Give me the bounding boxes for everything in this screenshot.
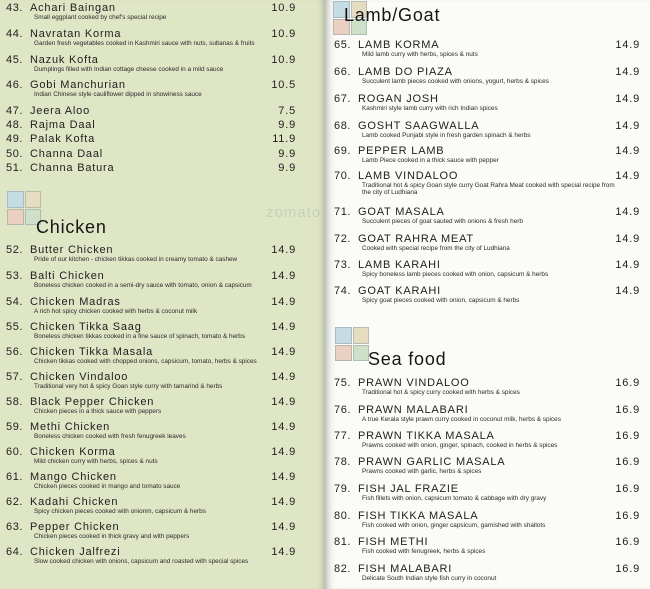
menu-item-row <box>6 546 296 558</box>
menu-item-description: Cooked with special recipe from the city of Ludhiana <box>362 245 510 252</box>
menu-item-description: Fish fillets with onion, capsicum tomato & cabbage with dry gravy <box>362 495 547 502</box>
menu-item-description: Lamb Piece cooked in a thick sauce with pepper <box>362 157 499 164</box>
menu-item-name: Black Pepper Chicken <box>30 396 155 408</box>
menu-item-price: 14.9 <box>615 206 640 218</box>
menu-item-row <box>6 270 296 282</box>
menu-item <box>334 563 640 582</box>
menu-item-number: 82. <box>334 563 352 575</box>
menu-item-number: 67. <box>334 93 352 105</box>
menu-item <box>334 510 640 529</box>
menu-item-name: LAMB KORMA <box>358 39 440 51</box>
menu-item <box>6 270 296 289</box>
menu-item-name: PRAWN TIKKA MASALA <box>358 430 495 442</box>
lamb-section-title: Lamb/Goat <box>344 5 441 25</box>
menu-item-row <box>6 471 296 483</box>
menu-item-price: 16.9 <box>615 510 640 522</box>
menu-item-description: Traditional very hot & spicy Goan style curry with tamarind & herbs <box>34 383 223 390</box>
menu-item-price: 14.9 <box>615 66 640 78</box>
menu-item-name: Butter Chicken <box>30 244 114 256</box>
menu-item-name: FISH JAL FRAZIE <box>358 483 459 495</box>
menu-item-price: 14.9 <box>271 546 296 558</box>
menu-item-number: 57. <box>6 371 24 383</box>
menu-item-description: Spicy boneless lamb pieces cooked with onion, capsicum & herbs <box>362 271 549 278</box>
menu-item-number: 63. <box>6 521 24 533</box>
menu-item-number: 43. <box>6 2 24 14</box>
menu-item-price: 14.9 <box>615 120 640 132</box>
menu-item-row <box>6 496 296 508</box>
menu-item-price: 14.9 <box>271 396 296 408</box>
menu-item <box>6 244 296 263</box>
menu-item <box>6 148 296 160</box>
menu-item-name: Balti Chicken <box>30 270 105 282</box>
menu-item-row <box>6 79 296 91</box>
menu-item-number: 81. <box>334 536 352 548</box>
menu-item-number: 54. <box>6 296 24 308</box>
menu-item-name: Methi Chicken <box>30 421 111 433</box>
menu-item-description: Garden fresh vegetables cooked in Kashmiri sauce with nuts, sultanas & fruits <box>34 40 255 47</box>
menu-item-number: 68. <box>334 120 352 132</box>
menu-item-name: Gobi Manchurian <box>30 79 126 91</box>
menu-item-row <box>334 563 640 575</box>
menu-item-row <box>334 483 640 495</box>
menu-item-price: 14.9 <box>271 321 296 333</box>
menu-item-name: Chicken Tikka Masala <box>30 346 153 358</box>
menu-item-name: Mango Chicken <box>30 471 117 483</box>
menu-item <box>6 105 296 117</box>
menu-item-number: 47. <box>6 105 24 117</box>
menu-item-name: Chicken Madras <box>30 296 121 308</box>
menu-item-price: 14.9 <box>615 285 640 297</box>
menu-item-row <box>334 93 640 105</box>
menu-item-number: 50. <box>6 148 24 160</box>
menu-item-name: GOAT KARAHI <box>358 285 441 297</box>
menu-item-row <box>6 162 296 174</box>
menu-item-number: 71. <box>334 206 352 218</box>
menu-item <box>6 546 296 565</box>
menu-item <box>334 93 640 112</box>
menu-item-price: 14.9 <box>271 421 296 433</box>
menu-item-number: 78. <box>334 456 352 468</box>
menu-item <box>334 170 640 197</box>
menu-item-number: 65. <box>334 39 352 51</box>
menu-item-row <box>334 206 640 218</box>
menu-item-name: Jeera Aloo <box>30 105 90 117</box>
menu-item-description: Fish cooked with fenugreek, herbs & spices <box>362 548 486 555</box>
menu-item-price: 14.9 <box>271 346 296 358</box>
menu-item-name: Chicken Tikka Saag <box>30 321 142 333</box>
menu-item <box>6 446 296 465</box>
menu-item-description: Indian Chinese style cauliflower dipped in showiness sauce <box>34 91 202 98</box>
menu-item <box>334 404 640 423</box>
menu-item-row <box>334 66 640 78</box>
menu-item-description: A true Kerala style prawn curry cooked in coconut milk, herbs & spices <box>362 416 561 423</box>
menu-item-number: 52. <box>6 244 24 256</box>
menu-item-price: 14.9 <box>271 521 296 533</box>
menu-item-row <box>6 54 296 66</box>
menu-item-description: Chicken pieces in a thick sauce with peppers <box>34 408 162 415</box>
menu-item-number: 76. <box>334 404 352 416</box>
menu-item <box>6 119 296 131</box>
menu-item-name: Chicken Korma <box>30 446 116 458</box>
menu-item-number: 59. <box>6 421 24 433</box>
menu-item <box>334 456 640 475</box>
chicken-section-title: Chicken <box>36 217 107 237</box>
menu-item <box>6 371 296 390</box>
menu-item-number: 62. <box>6 496 24 508</box>
menu-item-description: Kashmiri style lamb curry with rich Indian spices <box>362 105 498 112</box>
menu-item-name: FISH MALABARI <box>358 563 453 575</box>
menu-item-number: 44. <box>6 28 24 40</box>
menu-item-description: Mild lamb curry with herbs, spices & nuts <box>362 51 478 58</box>
menu-item-number: 74. <box>334 285 352 297</box>
menu-item <box>6 496 296 515</box>
menu-item-row <box>6 2 296 14</box>
menu-item-price: 14.9 <box>271 446 296 458</box>
menu-item-name: GOAT MASALA <box>358 206 445 218</box>
menu-item-description: Prawns cooked with garlic, herbs & spices <box>362 468 482 475</box>
menu-item-number: 58. <box>6 396 24 408</box>
menu-item <box>334 39 640 58</box>
menu-item-name: LAMB KARAHI <box>358 259 441 271</box>
menu-item-row <box>6 296 296 308</box>
menu-item-number: 80. <box>334 510 352 522</box>
menu-item-description: Succulent lamb pieces cooked with onions, yogurt, herbs & spices <box>362 78 549 85</box>
menu-item-number: 70. <box>334 170 352 182</box>
menu-item-name: LAMB VINDALOO <box>358 170 459 182</box>
menu-item-row <box>334 233 640 245</box>
menu-item-row <box>334 456 640 468</box>
menu-item-name: LAMB DO PIAZA <box>358 66 453 78</box>
menu-item-number: 49. <box>6 133 24 145</box>
menu-item-row <box>334 259 640 271</box>
menu-item-name: Pepper Chicken <box>30 521 120 533</box>
menu-item-price: 7.5 <box>278 105 296 117</box>
menu-item <box>6 346 296 365</box>
menu-item-number: 79. <box>334 483 352 495</box>
menu-item-row <box>6 421 296 433</box>
menu-item-price: 10.5 <box>271 79 296 91</box>
menu-item-name: Channa Daal <box>30 148 104 160</box>
menu-item-name: Chicken Jalfrezi <box>30 546 121 558</box>
menu-item-row <box>6 346 296 358</box>
menu-item-description: Boneless chicken cooked in a semi-dry sauce with tomato, onion & capsicum <box>34 282 252 289</box>
menu-item-number: 55. <box>6 321 24 333</box>
menu-item-price: 14.9 <box>271 496 296 508</box>
menu-item-description: Spicy chicken pieces cooked with onionm, capsicum & herbs <box>34 508 206 515</box>
menu-item-name: Palak Kofta <box>30 133 96 145</box>
menu-item-row <box>334 120 640 132</box>
menu-item-price: 14.9 <box>615 93 640 105</box>
menu-item-price: 9.9 <box>278 148 296 160</box>
menu-item-number: 73. <box>334 259 352 271</box>
menu-item-description: Chicken tikkas cooked with chopped onions, capsicum, tomato, herbs & spices <box>34 358 257 365</box>
menu-item-price: 9.9 <box>278 162 296 174</box>
menu-item-price: 14.9 <box>615 233 640 245</box>
menu-item-price: 10.9 <box>271 28 296 40</box>
menu-item <box>6 421 296 440</box>
menu-item-price: 14.9 <box>615 39 640 51</box>
menu-item-description: Succulent pieces of goat sauted with onions & fresh herb <box>362 218 523 225</box>
menu-item <box>334 536 640 555</box>
menu-item-price: 14.9 <box>271 471 296 483</box>
menu-item-number: 46. <box>6 79 24 91</box>
menu-item-description: Dumplings filled with Indian cottage cheese cooked in a mild sauce <box>34 66 224 73</box>
menu-item-row <box>6 119 296 131</box>
menu-item-name: Navratan Korma <box>30 28 122 40</box>
menu-item-number: 69. <box>334 145 352 157</box>
menu-item-description: Fish cooked with onion, ginger capsicum, garnished with shallots <box>362 522 546 529</box>
menu-item <box>6 2 296 21</box>
menu-item-row <box>334 377 640 389</box>
menu-item-name: Chicken Vindaloo <box>30 371 129 383</box>
menu-item-row <box>6 133 296 145</box>
menu-item-row <box>334 285 640 297</box>
menu-item-name: Achari Baingan <box>30 2 116 14</box>
menu-item-price: 14.9 <box>615 170 640 182</box>
menu-item-description: Traditional hot & spicy Goan style curry Goat Rahra Meat cooked with special recipe from the city of Ludhiana <box>362 182 615 197</box>
menu-item-description: Lamb cooked Punjabi style in fresh garden spinach & herbs <box>362 132 531 139</box>
menu-item <box>6 133 296 145</box>
menu-item-name: Nazuk Kofta <box>30 54 99 66</box>
menu-item-name: GOAT RAHRA MEAT <box>358 233 474 245</box>
menu-item-row <box>334 536 640 548</box>
menu-item-price: 16.9 <box>615 483 640 495</box>
menu-item-description: A rich hot spicy chicken cooked with herbs & coconut milk <box>34 308 198 315</box>
menu-item-description: Pride of our kitchen - chicken tikkas cooked in creamy tomato & cashew <box>34 256 238 263</box>
menu-item-number: 60. <box>6 446 24 458</box>
menu-item-name: PEPPER LAMB <box>358 145 445 157</box>
menu-item-number: 53. <box>6 270 24 282</box>
menu-item-description: Spicy goat pieces cooked with onion, capsicum & herbs <box>362 297 520 304</box>
menu-item <box>334 430 640 449</box>
menu-item-row <box>6 28 296 40</box>
menu-item-description: Delicate South Indian style fish curry in coconut <box>362 575 497 582</box>
menu-item-row <box>6 446 296 458</box>
menu-item-price: 14.9 <box>615 145 640 157</box>
section-logo-icon <box>335 327 369 361</box>
menu-item-price: 14.9 <box>271 244 296 256</box>
menu-item-name: Rajma Daal <box>30 119 96 131</box>
menu-item-price: 16.9 <box>615 377 640 389</box>
watermark-logo: zomato <box>266 204 322 221</box>
menu-item-name: PRAWN VINDALOO <box>358 377 470 389</box>
menu-item <box>334 206 640 225</box>
menu-item <box>6 321 296 340</box>
menu-item <box>334 120 640 139</box>
menu-item-row <box>334 145 640 157</box>
menu-item-row <box>6 244 296 256</box>
menu-item <box>6 54 296 73</box>
menu-item <box>334 483 640 502</box>
seafood-section-title: Sea food <box>368 349 447 369</box>
menu-item-name: Channa Batura <box>30 162 115 174</box>
menu-item-name: FISH METHI <box>358 536 429 548</box>
menu-item <box>6 296 296 315</box>
menu-item-price: 14.9 <box>271 270 296 282</box>
menu-item-price: 10.9 <box>271 54 296 66</box>
menu-item-row <box>6 321 296 333</box>
menu-item-price: 14.9 <box>271 371 296 383</box>
menu-item-number: 61. <box>6 471 24 483</box>
menu-item-price: 16.9 <box>615 430 640 442</box>
menu-item-number: 48. <box>6 119 24 131</box>
menu-item-price: 14.9 <box>271 296 296 308</box>
menu-item-description: Boneless chicken tikkas cooked in a fine sauce of spinach, tomato & herbs <box>34 333 246 340</box>
menu-item-description: Prawns cooked with onion, ginger, spinach, cooked in herbs & spices <box>362 442 558 449</box>
menu-item-name: ROGAN JOSH <box>358 93 439 105</box>
menu-item-description: Mild chicken curry with herbs, spices & nuts <box>34 458 158 465</box>
menu-item-number: 77. <box>334 430 352 442</box>
menu-item-number: 45. <box>6 54 24 66</box>
menu-item <box>334 233 640 252</box>
menu-item <box>6 28 296 47</box>
menu-item-name: PRAWN GARLIC MASALA <box>358 456 506 468</box>
menu-item <box>6 471 296 490</box>
menu-item-description: Small eggplant cooked by chef's special recipe <box>34 14 167 21</box>
menu-item-number: 66. <box>334 66 352 78</box>
menu-item-description: Boneless chicken cooked with fresh fenugreek leaves <box>34 433 186 440</box>
menu-item-row <box>334 404 640 416</box>
menu-item-name: GOSHT SAAGWALLA <box>358 120 480 132</box>
menu-item-price: 16.9 <box>615 404 640 416</box>
menu-item <box>6 79 296 98</box>
menu-item-number: 51. <box>6 162 24 174</box>
menu-item-row <box>334 39 640 51</box>
menu-item <box>334 285 640 304</box>
menu-item-description: Chicken pieces cooked in mango and tomato sauce <box>34 483 181 490</box>
menu-item-price: 10.9 <box>271 2 296 14</box>
menu-item-row <box>334 170 640 182</box>
right-menu-page <box>325 0 650 589</box>
menu-item <box>6 521 296 540</box>
menu-item-name: PRAWN MALABARI <box>358 404 469 416</box>
menu-item-description: Chicken pieces cooked in thick gravy and with peppers <box>34 533 190 540</box>
menu-item-number: 64. <box>6 546 24 558</box>
menu-item-price: 16.9 <box>615 563 640 575</box>
menu-item-row <box>334 510 640 522</box>
menu-item-row <box>6 105 296 117</box>
menu-item <box>334 66 640 85</box>
menu-item-row <box>6 148 296 160</box>
menu-item-name: Kadahi Chicken <box>30 496 119 508</box>
menu-item-price: 11.9 <box>272 133 296 145</box>
menu-item-number: 75. <box>334 377 352 389</box>
menu-item <box>6 162 296 174</box>
menu-item-row <box>6 371 296 383</box>
menu-item-description: Slow cooked chicken with onions, capsicum and roasted with special spices <box>34 558 249 565</box>
menu-item-row <box>334 430 640 442</box>
menu-item-number: 56. <box>6 346 24 358</box>
menu-item <box>334 377 640 396</box>
menu-item <box>334 259 640 278</box>
menu-item-description: Traditional hot & spicy curry cooked with herbs & spices <box>362 389 520 396</box>
menu-item-name: FISH TIKKA MASALA <box>358 510 479 522</box>
menu-item-number: 72. <box>334 233 352 245</box>
menu-item-price: 14.9 <box>615 259 640 271</box>
menu-item-price: 16.9 <box>615 456 640 468</box>
menu-item <box>6 396 296 415</box>
menu-item-row <box>6 396 296 408</box>
menu-item-price: 9.9 <box>278 119 296 131</box>
menu-item-price: 16.9 <box>615 536 640 548</box>
menu-item-row <box>6 521 296 533</box>
menu-item <box>334 145 640 164</box>
